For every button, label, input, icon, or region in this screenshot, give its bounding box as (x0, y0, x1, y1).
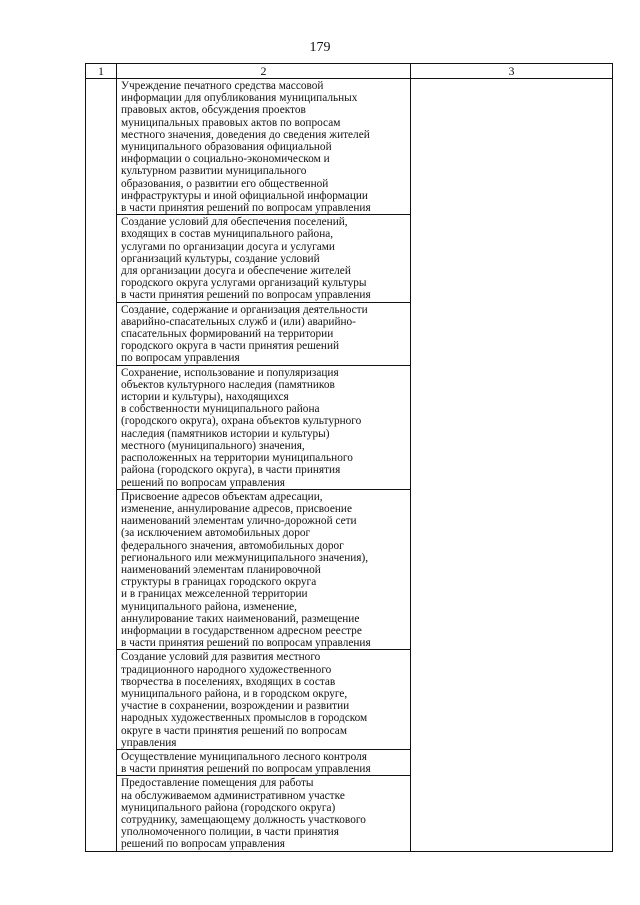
table-cell-text (117, 215, 411, 302)
table-header-row (86, 64, 613, 79)
table-cell-text (117, 749, 411, 775)
row-2-text: Создание условий для обеспечения поселений, входящих в состав муниципального района, услугами по организации досуга и услугами организаций культуры, создание условий для организации досуга и обеспечение жителей городского округа услугами организаций культуры в части принятия решений по вопросам управления (121, 216, 371, 302)
row-1-text: Учреждение печатного средства массовой информации для опубликования муниципальных правовых актов, обсуждения проектов муниципальных правовых актов по вопросам местного значения, доведения до сведения жителей муниципального образования официальной информации о социально-экономическом и культурном развитии муниципального образования, о развитии его общественной инфраструктуры и иной официальной информации в части принятия решений по вопросам управления (121, 80, 371, 215)
document-table (85, 63, 613, 852)
table-cell-text (117, 302, 411, 365)
row-6-text: Создание условий для развития местного традиционного народного художественного творчества в поселениях, входящих в состав муниципального района, и в городском округе, участие в сохранении, возрождении и развитии народных художественных промыслов в городском округе в части принятия решений по вопросам управления (121, 651, 368, 749)
table-cell-text (117, 365, 411, 489)
column-header-3: 3 (411, 64, 613, 79)
row-4-text: Сохранение, использование и популяризация объектов культурного наследия (памятников истории и культуры), находящихся в собственности муниципального района (городского округа), охрана объектов культурного наследия (памятников истории и культуры) местного (муниципального) значения, расположенных на территории муниципального района (городского округа), в части принятия решений по вопросам управления (121, 366, 362, 489)
row-3-text: Создание, содержание и организация деятельности аварийно-спасательных служб и (или) аварийно- спасательных формирований на территории городского округа в части принятия решений по вопросам управления (121, 303, 368, 365)
column-header-2: 2 (117, 64, 411, 79)
table-cell-text (117, 79, 411, 215)
column-3-cell (411, 79, 613, 852)
table-cell-text (117, 489, 411, 650)
row-7-text: Осуществление муниципального лесного контроля в части принятия решений по вопросам управления (121, 750, 371, 776)
column-header-1: 1 (86, 64, 117, 79)
row-5-text: Присвоение адресов объектам адресации, изменение, аннулирование адресов, присвоение наименований элементам улично-дорожной сети (за исключением автомобильных дорог федерального значения, автомобильных дорог регионального или межмуниципального значения), наименований элементам планировочной структуры в границах городского округа и в границах межселенной территории муниципального района, изменение, аннулирование таких наименований, размещение информации в государственном адресном реестре в части принятия решений по вопросам управления (121, 490, 371, 650)
table-cell-text (117, 776, 411, 851)
column-1-cell (86, 79, 117, 852)
table-cell-text (117, 650, 411, 750)
page-number: 179 (309, 40, 331, 55)
row-8-text: Предоставление помещения для работы на обслуживаемом административном участке муниципального района (городского округа) сотруднику, замещающему должность участкового уполномоченного полиции, в части принятия решений по вопросам управления (121, 777, 366, 851)
table-row (86, 79, 613, 215)
